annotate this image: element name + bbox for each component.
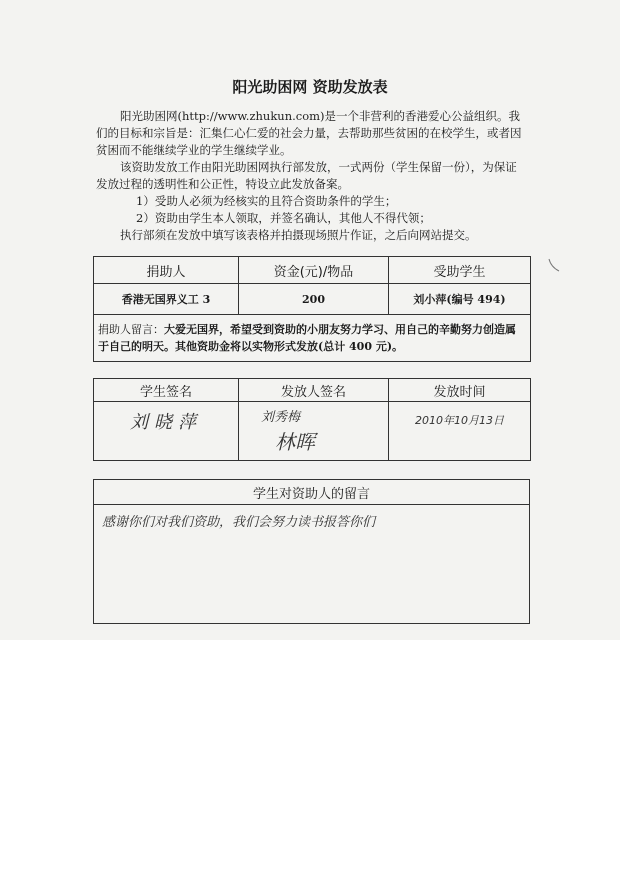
signature-table [93, 378, 531, 461]
donor-message-row [94, 315, 531, 362]
intro-p1-before: 阳光助困网( [120, 109, 182, 123]
website-link: http://www.zhukun.com [182, 109, 321, 123]
signature-data-row [94, 402, 531, 461]
rule-1: 1）受助人必须为经核实的且符合资助条件的学生； [136, 194, 397, 208]
student-message-cell [94, 505, 530, 624]
header-date: 发放时间 [389, 379, 531, 402]
intro-paragraph-3: 执行部须在发放中填写该表格并拍摄现场照片作证，之后向网站提交。 [120, 228, 477, 242]
intro-text [96, 108, 526, 244]
student-message: 感谢你们对我们资助，我们会努力读书报答你们 [102, 515, 376, 530]
donor-message: 大爱无国界，希望受到资助的小朋友努力学习、用自己的辛勤努力创造属于自己的明天。其他资助金将以实物形式发放(总计 400 元)。 [98, 323, 516, 353]
intro-paragraph-2: 该资助发放工作由阳光助困网执行部发放，一式两份（学生保留一份），为保证发放过程的透明性和公正性，特设立此发放备案。 [96, 160, 517, 191]
donor-message-cell [94, 315, 531, 362]
intro-p1-after: )是一个非营利的香港爱心公益组织。我们的目标和宗旨是：汇集仁心仁爱的社会力量，去帮助那些贫困的在校学生，或者因贫困而不能继续学业的学生继续学业。 [96, 109, 522, 157]
signature-header-row [94, 379, 531, 402]
student-name: 刘小萍(编号 494) [389, 284, 531, 315]
donor-name: 香港无国界义工 3 [94, 284, 239, 315]
giver-signature-cell [239, 402, 389, 461]
header-student-message: 学生对资助人的留言 [94, 480, 530, 505]
donation-amount: 200 [239, 284, 389, 315]
donation-table [93, 256, 531, 362]
pen-stroke-mark [548, 258, 560, 272]
donation-data-row [94, 284, 531, 315]
student-message-body-row [94, 505, 530, 624]
header-student: 受助学生 [389, 257, 531, 284]
giver-signature-1: 刘秀梅 [261, 410, 301, 425]
student-signature-cell [94, 402, 239, 461]
intro-paragraph-1 [96, 108, 526, 159]
date-cell [389, 402, 531, 461]
header-giver-signature: 发放人签名 [239, 379, 389, 402]
donation-header-row [94, 257, 531, 284]
student-message-header-row [94, 480, 530, 505]
rule-2: 2）资助由学生本人领取，并签名确认，其他人不得代领； [136, 211, 431, 225]
header-amount: 资金(元)/物品 [239, 257, 389, 284]
header-donor: 捐助人 [94, 257, 239, 284]
form-title: 阳光助困网 资助发放表 [232, 78, 388, 96]
student-signature: 刘晓萍 [130, 412, 202, 433]
distribution-date: 2010年10月13日 [415, 414, 504, 427]
donor-message-label: 捐助人留言： [98, 323, 164, 336]
student-message-table [93, 479, 530, 624]
giver-signature-2: 林晖 [275, 430, 315, 454]
header-student-signature: 学生签名 [94, 379, 239, 402]
